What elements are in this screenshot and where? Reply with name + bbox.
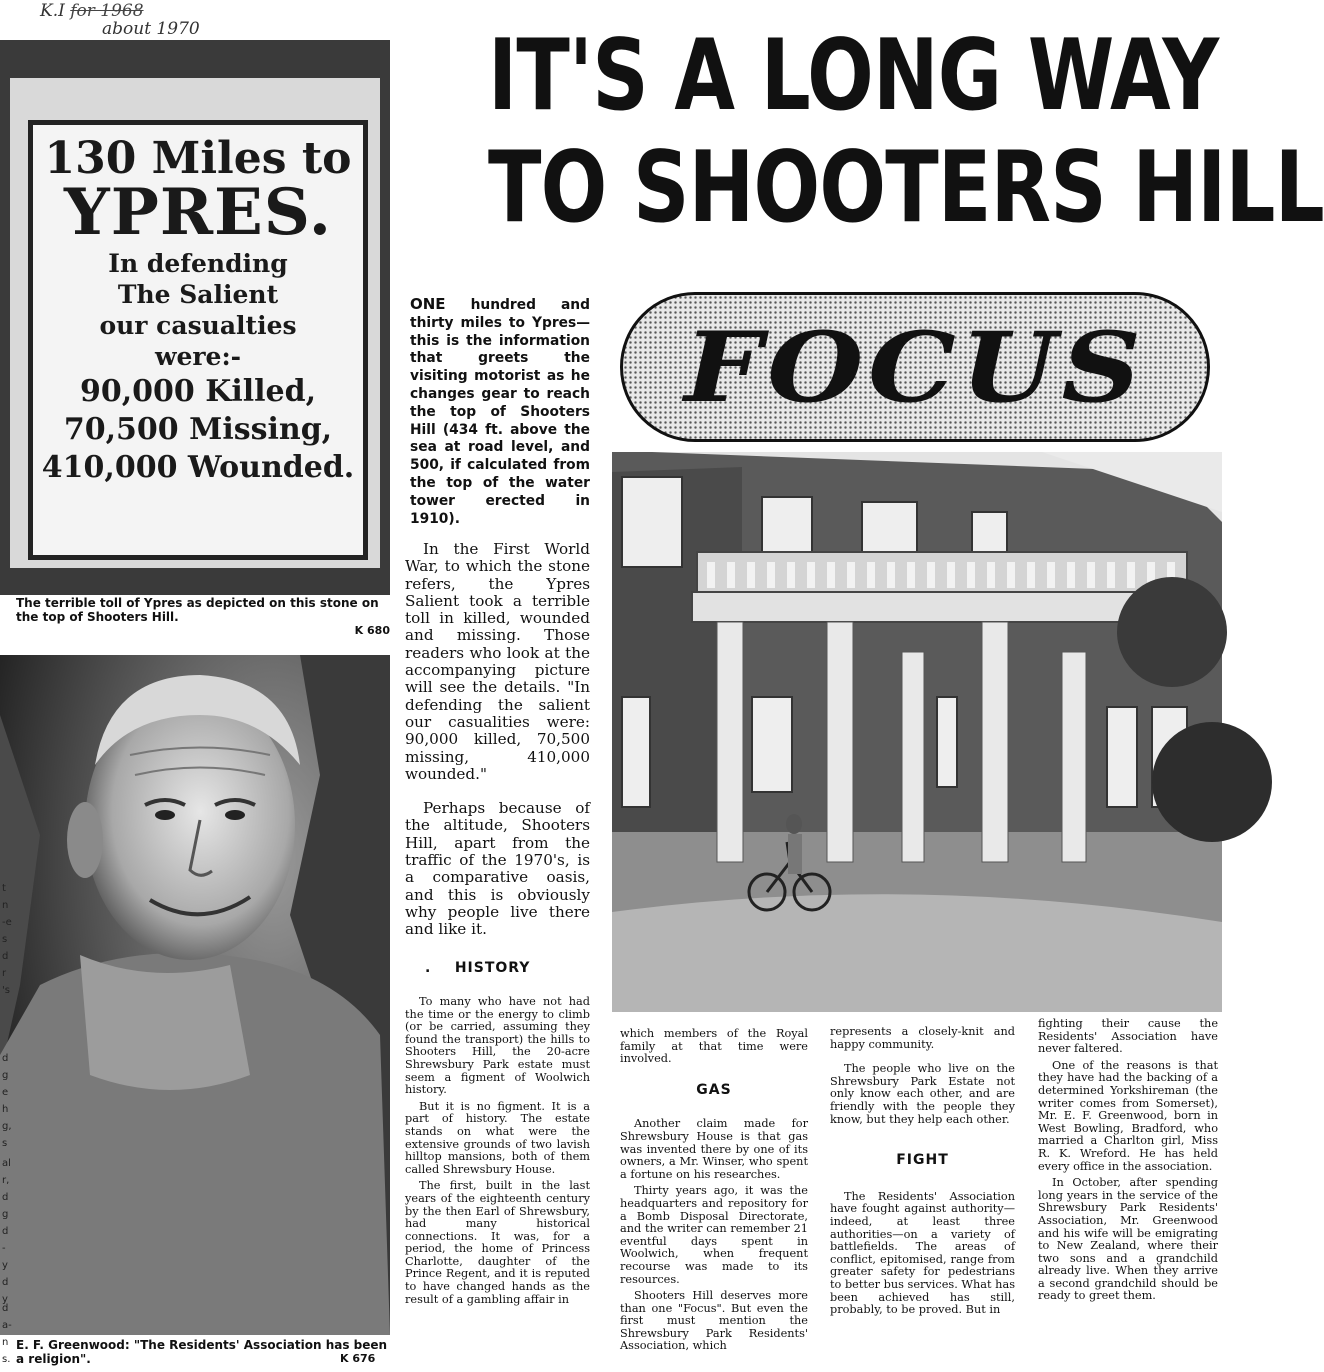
heading-fight: FIGHT xyxy=(896,1152,949,1169)
paragraph: Shooters Hill deserves more than one "Focus". But even the first must mention the Shrewsbury Park Residents' Association, which xyxy=(620,1289,808,1353)
fragment: s. xyxy=(2,1354,11,1365)
fragment: -e xyxy=(2,917,12,928)
paragraph: The Residents' Association have fought against authority—indeed, at least three authorities—on a variety of battlefields. The areas of conflict, epitomised, range from greater safety for pedestrians to better bus services. What has been achieved has still, probably, to be proved. But in xyxy=(830,1189,1015,1317)
fragment: h xyxy=(2,1104,9,1115)
cutoff-text-fragments xyxy=(2,1050,12,1152)
fragment: a- xyxy=(2,1320,12,1331)
plaque-line: our casualties xyxy=(99,311,297,340)
lead-dropword: ONE xyxy=(410,295,446,313)
fragment: d xyxy=(2,1277,9,1288)
handwritten-annotation xyxy=(40,2,200,38)
fragment: d xyxy=(2,1226,9,1237)
fragment: d xyxy=(2,1303,9,1314)
paragraph: fighting their cause the Residents' Association have never faltered. xyxy=(1038,1017,1218,1056)
fragment: r, xyxy=(2,1175,10,1186)
cutoff-text-fragments xyxy=(2,1300,12,1368)
paragraph: Thirty years ago, it was the headquarters and repository for a Bomb Disposal Directorate, and the writer can remember 21 eventful days spent in Woolwich, when frequent recourse was made to its resources. xyxy=(620,1184,808,1286)
headline-line-1: IT'S A LONG WAY xyxy=(488,19,1219,133)
paragraph: represents a closely-knit and happy community. xyxy=(830,1025,1015,1051)
fragment: d xyxy=(2,1053,9,1064)
plaque-line: YPRES. xyxy=(64,175,332,250)
fragment: s xyxy=(2,1138,8,1149)
col4-text xyxy=(1038,1018,1218,1307)
plaque-line: 130 Miles to xyxy=(44,133,352,184)
paragraph: Perhaps because of the altitude, Shooters Hill, apart from the traffic of the 1970's, is a comparative oasis, and this is obviously why people live there and like it. xyxy=(405,799,590,939)
annotation-prefix: K.I xyxy=(40,1,65,21)
col1-small-text xyxy=(405,996,590,1310)
plaque-line: 70,500 Missing, xyxy=(63,412,333,447)
headline xyxy=(488,19,1324,245)
stone-surface xyxy=(10,78,380,568)
article-body-col1 xyxy=(405,541,590,939)
lead-text: hundred and thirty miles to Ypres—this is the information that greets the visiting motorist as he changes gear to reach the top of Shooters Hill (434 ft. above the sea at road level, and 500, if calculated from the top of the water tower erected in 1910). xyxy=(410,297,590,527)
heading-gas: GAS xyxy=(696,1081,732,1098)
article-lead xyxy=(410,296,590,528)
fragment: g xyxy=(2,1209,9,1220)
paragraph: But it is no figment. It is a part of history. The estate stands on what were the extensive grounds of two lavish hilltop mansions, both of them called Shrewsbury House. xyxy=(405,1099,590,1176)
fragment: n xyxy=(2,900,9,911)
fragment: r xyxy=(2,968,7,979)
col3-text xyxy=(830,1026,1015,1321)
annotation-struck: for 1968 xyxy=(70,1,144,21)
fragment: g xyxy=(2,1070,9,1081)
house-photo xyxy=(612,452,1222,1012)
fragment: g, xyxy=(2,1121,12,1132)
portrait-caption: E. F. Greenwood: "The Residents' Association has been a religion". xyxy=(16,1338,388,1366)
headline-line-2: TO SHOOTERS HILL xyxy=(488,131,1324,245)
paragraph: The first, built in the last years of the eighteenth century by the then Earl of Shrewsbury, had many historical connections. It was, for a period, the home of Princess Charlotte, daughter of the Prince Regent, and it is reputed to have changed hands as the result of a gambling affair in xyxy=(405,1179,590,1306)
fragment: d xyxy=(2,1192,9,1203)
paragraph: The people who live on the Shrewsbury Park Estate not only know each other, and are friendly with the people they know, but they help each other. xyxy=(830,1062,1015,1126)
fragment: - xyxy=(2,1243,6,1254)
cutoff-text-fragments xyxy=(2,1155,11,1308)
cutoff-text-fragments xyxy=(2,880,12,999)
paragraph: In October, after spending long years in the service of the Shrewsbury Park Residents' Association, Mr. Greenwood and his wife will be emigrating to New Zealand, where their two sons and a grandchild already live. When they arrive a second grandchild should be ready to greet them. xyxy=(1038,1176,1218,1303)
portrait-ref: K 676 xyxy=(340,1352,376,1365)
plaque-line: were:- xyxy=(154,342,242,371)
portrait-photo xyxy=(0,655,390,1335)
focus-label: FOCUS xyxy=(684,311,1146,424)
fragment: al xyxy=(2,1158,11,1169)
paragraph: which members of the Royal family at that time were involved. xyxy=(620,1027,808,1066)
portrait-illustration xyxy=(0,655,390,1335)
annotation-date: about 1970 xyxy=(102,19,200,39)
fragment: y xyxy=(2,1294,8,1305)
fragment: t xyxy=(2,883,6,894)
fragment: y xyxy=(2,1260,8,1271)
stone-plaque xyxy=(28,120,368,560)
plaque-line: 410,000 Wounded. xyxy=(41,450,355,485)
fragment: n xyxy=(2,1337,9,1348)
house-illustration xyxy=(612,452,1222,1012)
focus-badge xyxy=(620,292,1210,442)
plaque-line: 90,000 Killed, xyxy=(79,374,317,409)
fragment: s xyxy=(2,934,8,945)
paragraph: Another claim made for Shrewsbury House is that gas was invented there by one of its owners, a Mr. Winser, who spent a fortune on his researches. xyxy=(620,1117,808,1181)
stone-photo xyxy=(0,40,390,595)
paragraph: To many who have not had the time or the energy to climb (or be carried, assuming they found the transport) the hills to Shooters Hill, the 20-acre Shrewsbury Park estate must seem a figment of Woolwich history. xyxy=(405,995,590,1097)
heading-history: . HISTORY xyxy=(425,960,531,976)
plaque-line: The Salient xyxy=(117,280,279,309)
paragraph: One of the reasons is that they have had the backing of a determined Yorkshireman (the writer comes from Somerset), Mr. E. F. Greenwood, born in West Bowling, Bradford, who married a Charlton girl, Miss R. K. Wreford. He has held every office in the association. xyxy=(1038,1058,1218,1173)
stone-ref: K 680 xyxy=(354,624,390,637)
fragment: e xyxy=(2,1087,9,1098)
stone-caption: The terrible toll of Ypres as depicted on this stone on the top of Shooters Hill. xyxy=(16,596,379,624)
fragment: 's xyxy=(2,985,10,996)
col2-text xyxy=(620,1028,808,1357)
plaque-line: In defending xyxy=(108,249,288,278)
paragraph: In the First World War, to which the stone refers, the Ypres Salient took a terrible toll in killed, wounded and missing. Those readers who look at the accompanying picture will see the details. "In defending the salient our casualities were: 90,000 killed, 70,500 missing, 410,000 wounded." xyxy=(405,540,590,783)
fragment: d xyxy=(2,951,9,962)
